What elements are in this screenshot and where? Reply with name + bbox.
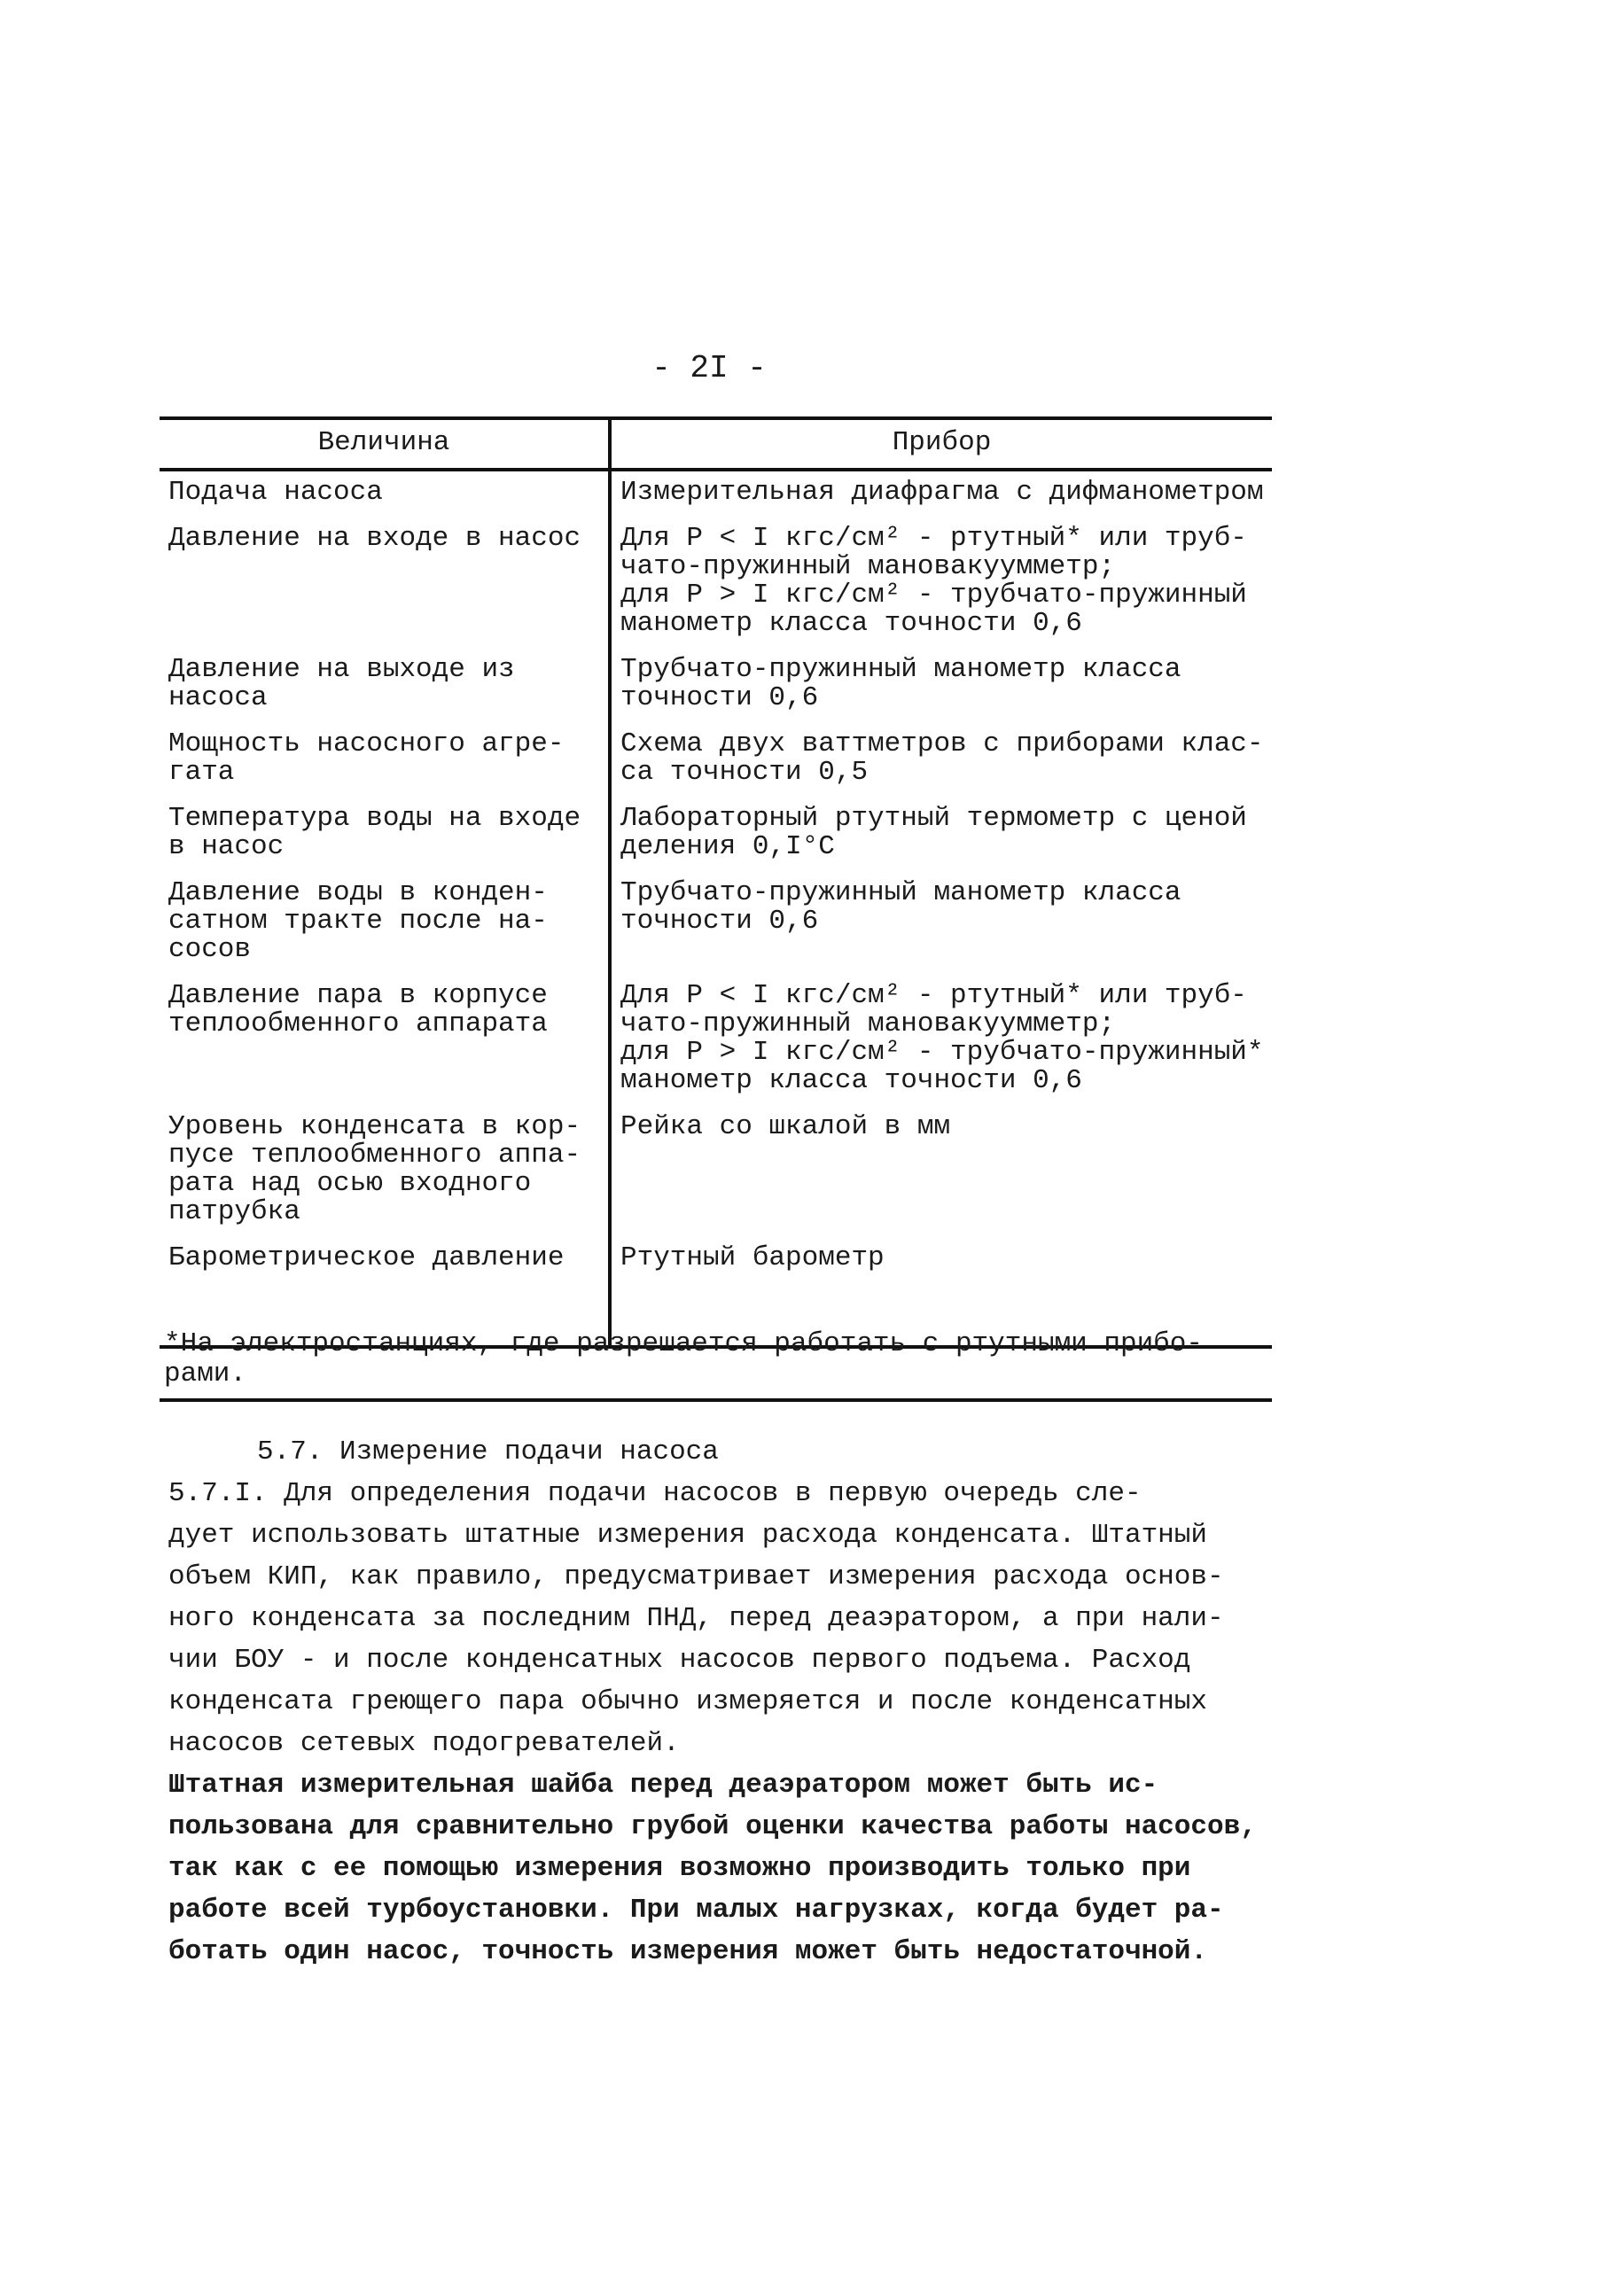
table-row — [160, 723, 1272, 798]
instrument-cell: Лабораторный ртутный термометр с ценой деления 0,I°C — [610, 798, 1272, 872]
quantity-cell: Давление пара в корпусе теплообменного аппарата — [168, 980, 548, 1039]
instrument-cell: Для P < I кгс/см² - ртутный* или труб- чато-пружинный мановакуумметр; для P > I кгс/см² - трубчато-пружинный* манометр класса точности 0,6 — [610, 975, 1272, 1106]
quantity-cell: Уровень конденсата в кор- пусе теплообменного аппа- рата над осью входного патрубка — [168, 1111, 581, 1227]
instrument-cell: Трубчато-пружинный манометр класса точности 0,6 — [610, 872, 1272, 975]
table-row — [160, 1106, 1272, 1237]
quantity-cell: Подача насоса — [168, 477, 383, 508]
quantity-cell: Давление на входе в насос — [168, 523, 581, 554]
page-number: - 2I - — [651, 350, 767, 386]
header-quantity: Величина — [160, 418, 610, 470]
table-footnote: *На электростанциях, где разрешается работать с ртутными прибо- рами. — [164, 1328, 1203, 1389]
paragraph-1: 5.7.I. Для определения подачи насосов в первую очередь сле- дует использовать штатные измерения расхода конденсата. Штатный объем КИП, как правило, предусматривает измерения расхода основ- ного конденсата за последним ПНД, перед деаэратором, а при нали- чии БОУ - и после конденсатных насосов первого подъема. Расход конденсата греющего пара обычно измеряется и после конденсатных насосов сетевых подогревателей. — [168, 1478, 1224, 1759]
footnote-rule — [160, 1398, 1272, 1402]
table-row — [160, 975, 1272, 1106]
table-row — [160, 798, 1272, 872]
quantity-cell: Температура воды на входе в насос — [168, 803, 581, 862]
section-title: 5.7. Измерение подачи насоса — [257, 1436, 719, 1467]
instrument-cell: Измерительная диафрагма с дифманометром — [610, 470, 1272, 518]
quantity-cell: Барометрическое давление — [168, 1242, 565, 1273]
table-row — [160, 470, 1272, 518]
instrument-cell: Схема двух ваттметров с приборами клас- са точности 0,5 — [610, 723, 1272, 798]
header-instrument: Прибор — [610, 418, 1272, 470]
table-row — [160, 872, 1272, 975]
table-row — [160, 518, 1272, 649]
table-row — [160, 1237, 1272, 1283]
body-text — [168, 1431, 1321, 1973]
instrument-cell: Рейка со шкалой в мм — [610, 1106, 1272, 1237]
quantity-cell: Давление воды в конден- сатном тракте после на- сосов — [168, 877, 548, 965]
quantity-cell: Давление на выходе из насоса — [168, 654, 515, 713]
paragraph-2: Штатная измерительная шайба перед деаэратором может быть ис- пользована для сравнительно грубой оценки качества работы насосов, так как с ее помощью измерения возможно производить только при работе всей турбоустановки. При малых нагрузках, когда будет ра- ботать один насос, точность измерения может быть недостаточной. — [168, 1770, 1257, 1967]
table-row — [160, 649, 1272, 723]
table-header-row — [160, 418, 1272, 470]
instrument-cell: Для P < I кгс/см² - ртутный* или труб- чато-пружинный мановакуумметр; для P > I кгс/см² - трубчато-пружинный манометр класса точности 0,6 — [610, 518, 1272, 649]
instrument-cell: Ртутный барометр — [610, 1237, 1272, 1283]
quantity-cell: Мощность насосного агре- гата — [168, 728, 565, 788]
instrument-cell: Трубчато-пружинный манометр класса точности 0,6 — [610, 649, 1272, 723]
instruments-table — [160, 416, 1272, 1349]
